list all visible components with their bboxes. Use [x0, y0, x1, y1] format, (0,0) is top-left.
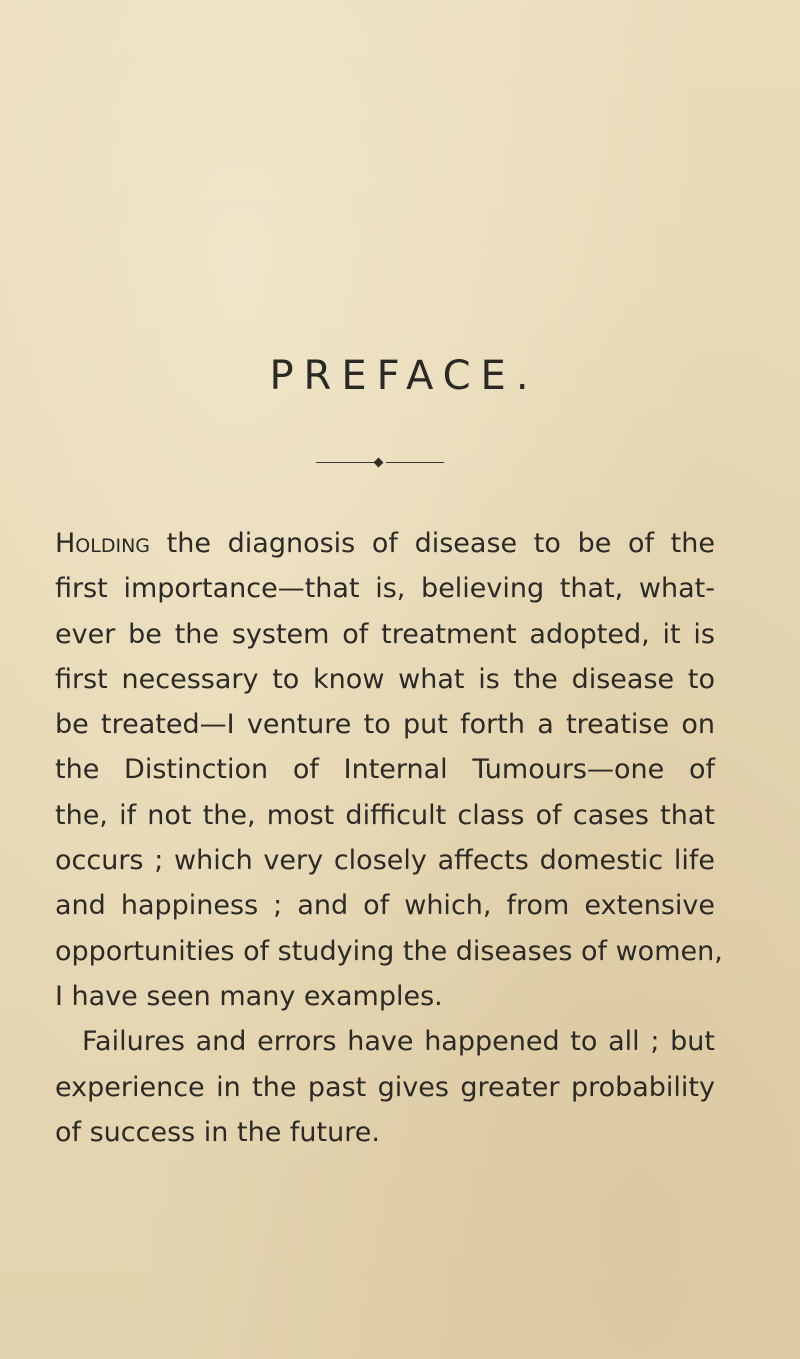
text-line: and happiness ; and of which, from extensive — [55, 890, 715, 922]
text-line: I have seen many examples. — [55, 980, 443, 1012]
text-line: experience in the past gives greater probability — [55, 1071, 715, 1103]
text-line: be treated—I venture to put forth a treatise on — [55, 709, 715, 741]
text-line: occurs ; which very closely affects domestic life — [55, 845, 715, 877]
ornamental-divider — [316, 458, 444, 468]
text-line — [55, 521, 715, 566]
text-line: opportunities of studying the diseases of women, — [55, 935, 723, 967]
diamond-ornament-icon — [374, 458, 384, 468]
page-title: PREFACE. — [269, 353, 539, 399]
text-line-rest: the diagnosis of disease to be of the — [150, 528, 715, 559]
text-line: first necessary to know what is the disease to — [55, 663, 715, 695]
divider-rule-right — [386, 462, 444, 463]
preface-body — [55, 521, 723, 1155]
text-line: first importance—that is, believing that, what- — [55, 573, 715, 605]
text-line: Failures and errors have happened to all ; but — [82, 1026, 715, 1058]
divider-rule-left — [316, 462, 374, 463]
drop-word: Holding — [55, 528, 151, 559]
text-line: the, if not the, most difficult class of cases that — [55, 799, 715, 831]
text-line: the Distinction of Internal Tumours—one of — [55, 754, 715, 786]
text-line: of success in the future. — [55, 1116, 380, 1148]
text-line: ever be the system of treatment adopted, it is — [55, 618, 715, 650]
